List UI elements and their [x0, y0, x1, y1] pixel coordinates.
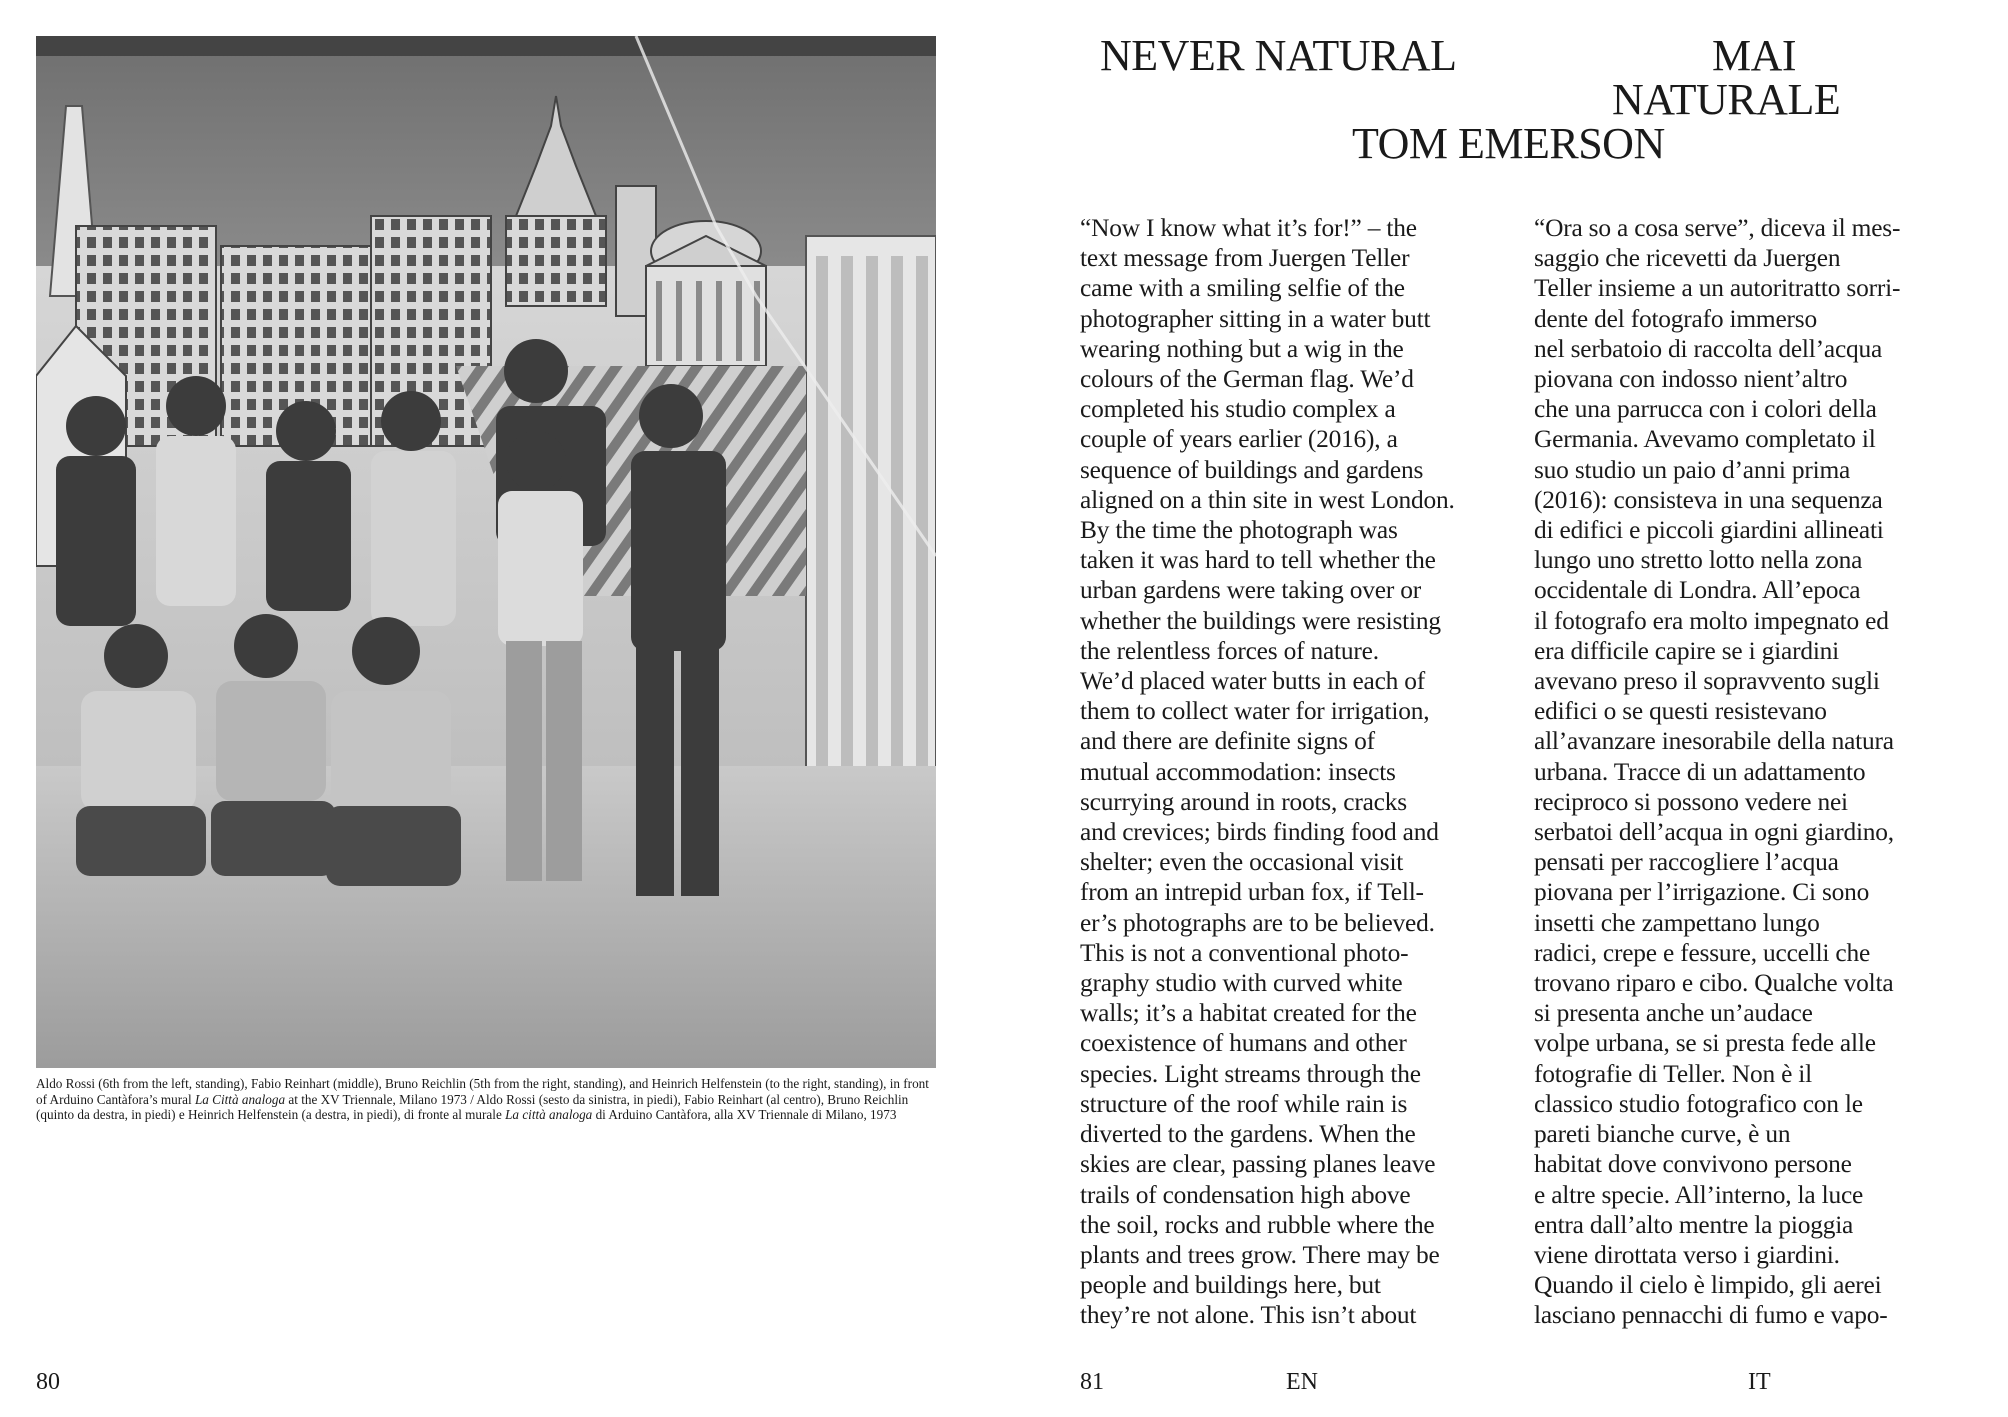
text-line: sequence of buildings and gardens [1080, 455, 1424, 484]
text-line: graphy studio with curved white [1080, 969, 1403, 998]
text-line: saggio che ricevetti da Juergen [1534, 244, 1841, 273]
text-line: era difficile capire se i giardini [1534, 636, 1840, 665]
text-line: coexistence of humans and other [1080, 1029, 1407, 1058]
right-page [1004, 0, 2008, 1417]
text-line: reciproco si possono vedere nei [1534, 787, 1848, 816]
text-line: Quando il cielo è limpido, gli aerei [1534, 1271, 1882, 1300]
caption-text-2: at the XV Triennale, Milano 1973 / Aldo Rossi (sesto da sinistra, in piedi), Fabio Reinhart (al centro), Bruno Reichlin (quinto da destra, in piedi) e Heinrich Helfenstein (a destra, in piedi), di fronte al murale [36, 1091, 909, 1122]
text-line: viene dirottata verso i giardini. [1534, 1240, 1840, 1269]
text-line: shelter; even the occasional visit [1080, 848, 1404, 877]
text-line: (2016): consisteva in una sequenza [1534, 485, 1883, 514]
text-line: By the time the photograph was [1080, 516, 1398, 545]
text-line: fotografie di Teller. Non è il [1534, 1059, 1813, 1088]
text-line: walls; it’s a habitat created for the [1080, 999, 1417, 1028]
text-line: di edifici e piccoli giardini allineati [1534, 516, 1884, 545]
text-line: species. Light streams through the [1080, 1059, 1421, 1088]
body-column-italian [1534, 213, 1984, 1331]
text-line: people and buildings here, but [1080, 1271, 1381, 1300]
text-line: si presenta anche un’audace [1534, 999, 1813, 1028]
body-column-english [1080, 213, 1520, 1331]
text-line: plants and trees grow. There may be [1080, 1240, 1440, 1269]
text-line: classico studio fotografico con le [1534, 1089, 1863, 1118]
text-line: pareti bianche curve, è un [1534, 1120, 1791, 1149]
text-line: came with a smiling selfie of the [1080, 274, 1405, 303]
text-line: structure of the roof while rain is [1080, 1089, 1408, 1118]
text-line: “Now I know what it’s for!” – the [1080, 214, 1417, 242]
photo-caption [36, 1076, 936, 1123]
text-line: from an intrepid urban fox, if Tell- [1080, 878, 1424, 907]
text-line: occidentale di Londra. All’epoca [1534, 576, 1861, 605]
text-line: aligned on a thin site in west London. [1080, 485, 1455, 514]
text-line: Teller insieme a un autoritratto sorri- [1534, 274, 1901, 303]
photo-illustration [36, 36, 936, 1068]
text-line: “Ora so a cosa serve”, diceva il mes- [1534, 214, 1901, 242]
text-line: them to collect water for irrigation, [1080, 697, 1430, 726]
text-line: wearing nothing but a wig in the [1080, 334, 1404, 363]
title-italian-line-2: NATURALE [1612, 75, 1841, 124]
text-line: photographer sitting in a water butt [1080, 304, 1431, 333]
text-line: piovana con indosso nient’altro [1534, 365, 1848, 394]
title-english: NEVER NATURAL [1100, 31, 1457, 80]
text-line: entra dall’alto mentre la pioggia [1534, 1210, 1854, 1239]
text-line: che una parrucca con i colori della [1534, 395, 1877, 424]
text-line: the relentless forces of nature. [1080, 636, 1379, 665]
page-number-right: 81 [1080, 1369, 1104, 1395]
text-line: scurrying around in roots, cracks [1080, 787, 1407, 816]
text-line: mutual accommodation: insects [1080, 757, 1396, 786]
text-line: dente del fotografo immerso [1534, 304, 1817, 333]
text-line: urbana. Tracce di un adattamento [1534, 757, 1866, 786]
text-line: radici, crepe e fessure, uccelli che [1534, 938, 1871, 967]
caption-mural-title-it: La città analoga [505, 1107, 593, 1122]
text-line: taken it was hard to tell whether the [1080, 546, 1436, 575]
text-line: avevano preso il sopravvento sugli [1534, 667, 1880, 696]
text-line: completed his studio complex a [1080, 395, 1396, 424]
text-line: trovano riparo e cibo. Qualche volta [1534, 969, 1894, 998]
text-line: Germania. Avevamo completato il [1534, 425, 1876, 454]
text-line: er’s photographs are to be believed. [1080, 908, 1435, 937]
text-line: text message from Juergen Teller [1080, 244, 1410, 273]
text-line: suo studio un paio d’anni prima [1534, 455, 1851, 484]
text-line: whether the buildings were resisting [1080, 606, 1441, 635]
language-label-english: EN [1286, 1369, 1318, 1395]
text-line: and there are definite signs of [1080, 727, 1375, 756]
text-line: pensati per raccogliere l’acqua [1534, 848, 1839, 877]
author-name: TOM EMERSON [1352, 119, 1665, 168]
text-line: edifici o se questi resistevano [1534, 697, 1827, 726]
text-line: colours of the German flag. We’d [1080, 365, 1414, 394]
text-line: diverted to the gardens. When the [1080, 1120, 1416, 1149]
text-line: volpe urbana, se si presta fede alle [1534, 1029, 1876, 1058]
text-line: skies are clear, passing planes leave [1080, 1150, 1436, 1179]
language-label-italian: IT [1748, 1369, 1771, 1395]
text-line: This is not a conventional photo- [1080, 938, 1409, 967]
text-line: urban gardens were taking over or [1080, 576, 1421, 605]
text-line: e altre specie. All’interno, la luce [1534, 1180, 1864, 1209]
text-line: nel serbatoio di raccolta dell’acqua [1534, 334, 1883, 363]
title-italian-line-1: MAI [1712, 31, 1797, 80]
text-line: il fotografo era molto impegnato ed [1534, 606, 1889, 635]
text-line: piovana per l’irrigazione. Ci sono [1534, 878, 1870, 907]
text-line: habitat dove convivono persone [1534, 1150, 1852, 1179]
text-line: insetti che zampettano lungo [1534, 908, 1820, 937]
text-line: and crevices; birds finding food and [1080, 818, 1439, 847]
text-line: We’d placed water butts in each of [1080, 667, 1426, 696]
group-photo [36, 36, 936, 1068]
caption-mural-title-en: La Città analoga [194, 1091, 286, 1107]
text-line: trails of condensation high above [1080, 1180, 1411, 1209]
text-line: they’re not alone. This isn’t about [1080, 1301, 1417, 1330]
caption-text-1: Aldo Rossi (6th from the left, standing), Fabio Reinhart (middle), Bruno Reichlin (5th from the right, standing), and Heinrich Helfenstein (to the right, standing), in front of Arduino Cantàfora’s mural [36, 1076, 929, 1107]
text-line: the soil, rocks and rubble where the [1080, 1210, 1435, 1239]
text-line: serbatoi dell’acqua in ogni giardino, [1534, 818, 1894, 847]
page-number-left: 80 [36, 1369, 60, 1395]
caption-text-3: di Arduino Cantàfora, alla XV Triennale di Milano, 1973 [592, 1107, 897, 1122]
text-line: all’avanzare inesorabile della natura [1534, 727, 1894, 756]
text-line: couple of years earlier (2016), a [1080, 425, 1398, 454]
text-line: lasciano pennacchi di fumo e vapo- [1534, 1301, 1888, 1330]
text-line: lungo uno stretto lotto nella zona [1534, 546, 1863, 575]
